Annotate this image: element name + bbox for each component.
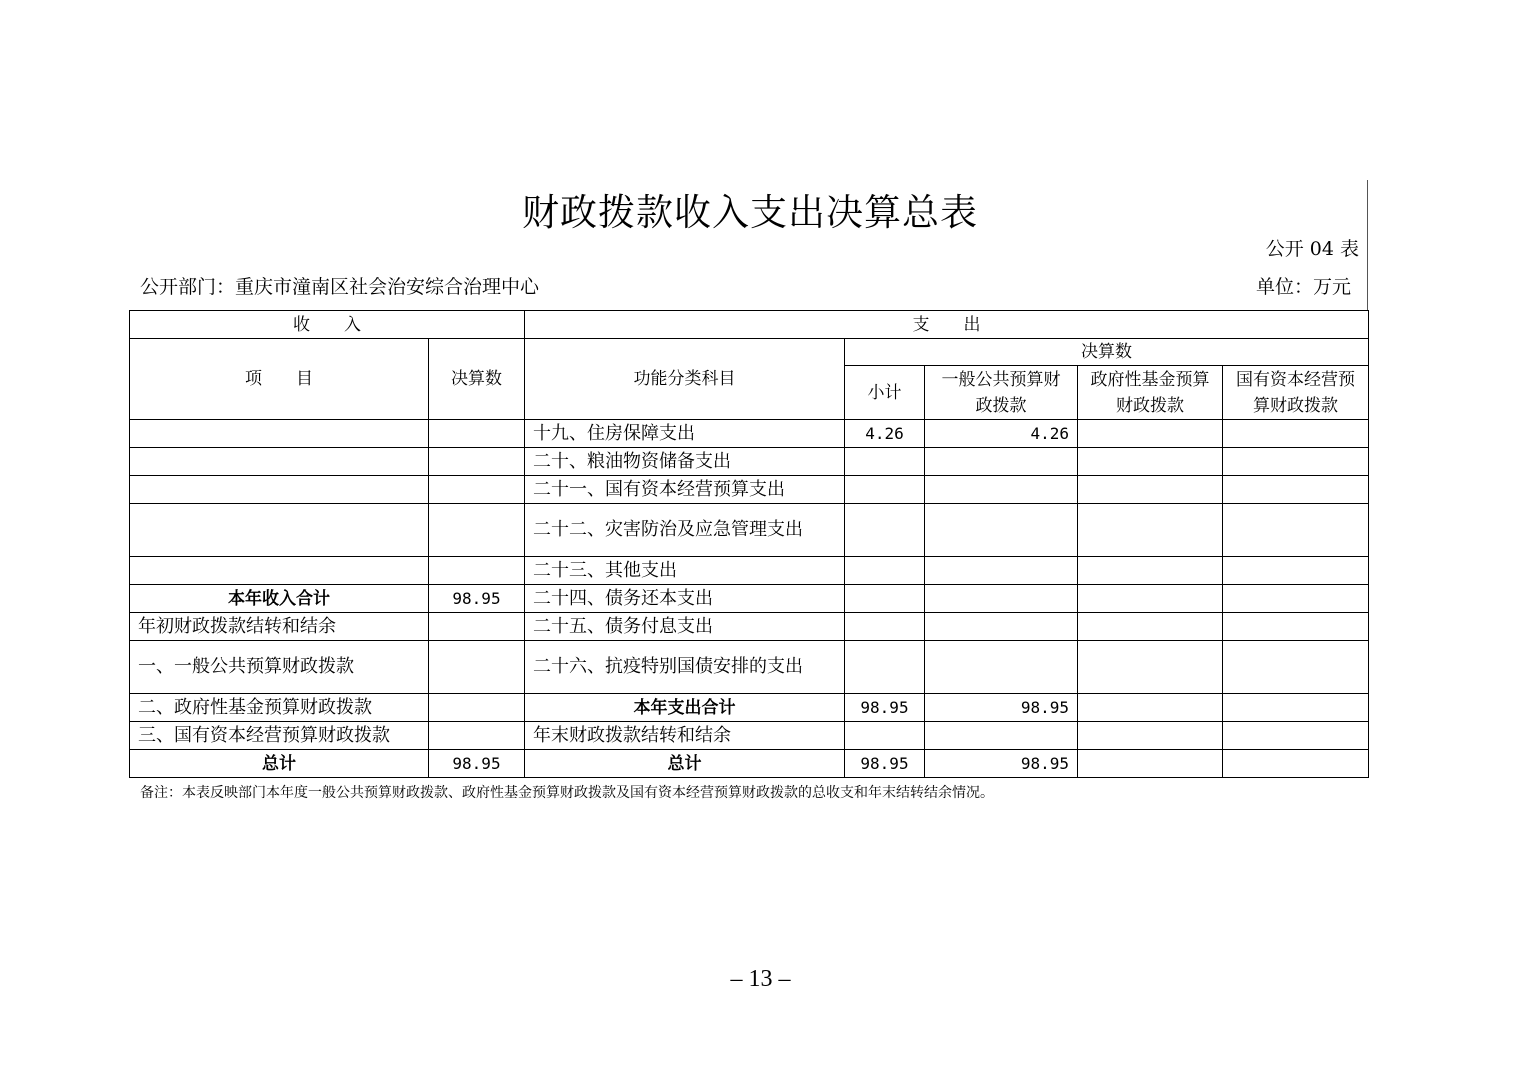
state-cell	[1223, 476, 1369, 504]
subtotal-header: 小计	[845, 366, 925, 420]
general-cell	[925, 722, 1078, 750]
fund-cell	[1078, 448, 1223, 476]
fund-cell	[1078, 613, 1223, 641]
subtotal-cell	[845, 557, 925, 585]
item-cell: 总计	[130, 750, 429, 778]
state-cell	[1223, 613, 1369, 641]
fund-budget-header: 政府性基金预算财政拨款	[1078, 366, 1223, 420]
item-cell	[130, 420, 429, 448]
amount-cell	[429, 448, 525, 476]
subtotal-cell: 4.26	[845, 420, 925, 448]
subtotal-cell	[845, 585, 925, 613]
table-row	[130, 641, 1369, 694]
subject-cell: 十九、住房保障支出	[525, 420, 845, 448]
general-cell	[925, 557, 1078, 585]
state-cell	[1223, 420, 1369, 448]
form-number: 公开 04 表	[1265, 238, 1359, 260]
item-cell	[130, 557, 429, 585]
amount-cell	[429, 641, 525, 694]
subtotal-cell	[845, 504, 925, 557]
general-cell	[925, 641, 1078, 694]
general-cell: 98.95	[925, 750, 1078, 778]
func-subject-header: 功能分类科目	[525, 339, 845, 420]
expense-header: 支 出	[525, 311, 1369, 339]
general-cell	[925, 504, 1078, 557]
subtotal-cell	[845, 722, 925, 750]
fund-cell	[1078, 694, 1223, 722]
item-cell: 本年收入合计	[130, 585, 429, 613]
state-cell	[1223, 557, 1369, 585]
subject-cell: 二十二、灾害防治及应急管理支出	[525, 504, 845, 557]
general-budget-header: 一般公共预算财政拨款	[925, 366, 1078, 420]
subject-cell: 二十六、抗疫特别国债安排的支出	[525, 641, 845, 694]
general-cell	[925, 476, 1078, 504]
fund-cell	[1078, 557, 1223, 585]
fund-cell	[1078, 585, 1223, 613]
state-cell	[1223, 448, 1369, 476]
subtotal-cell	[845, 448, 925, 476]
table-row	[130, 750, 1369, 778]
subtotal-cell: 98.95	[845, 750, 925, 778]
subtotal-cell: 98.95	[845, 694, 925, 722]
amount-cell: 98.95	[429, 585, 525, 613]
amount-cell	[429, 613, 525, 641]
table-row	[130, 557, 1369, 585]
amount-cell	[429, 694, 525, 722]
item-cell	[130, 448, 429, 476]
table-row	[130, 420, 1369, 448]
general-cell	[925, 613, 1078, 641]
page-number: – 13 –	[730, 966, 791, 992]
item-cell	[130, 504, 429, 557]
table-row	[130, 585, 1369, 613]
table-note: 备注：本表反映部门本年度一般公共预算财政拨款、政府性基金预算财政拨款及国有资本经营预算财政拨款的总收支和年末结转结余情况。	[140, 785, 994, 801]
table-row	[130, 613, 1369, 641]
page-title: 财政拨款收入支出决算总表	[522, 191, 978, 234]
budget-table	[129, 310, 1369, 778]
table-row	[130, 722, 1369, 750]
general-cell: 98.95	[925, 694, 1078, 722]
general-cell: 4.26	[925, 420, 1078, 448]
item-cell: 一、一般公共预算财政拨款	[130, 641, 429, 694]
subject-cell: 二十一、国有资本经营预算支出	[525, 476, 845, 504]
fund-cell	[1078, 420, 1223, 448]
subject-cell: 二十五、债务付息支出	[525, 613, 845, 641]
amount-cell	[429, 420, 525, 448]
final-amount-header: 决算数	[845, 339, 1369, 366]
subject-cell: 二十、粮油物资储备支出	[525, 448, 845, 476]
state-cell	[1223, 585, 1369, 613]
table-row	[130, 694, 1369, 722]
fund-cell	[1078, 722, 1223, 750]
state-cell	[1223, 722, 1369, 750]
state-cell	[1223, 694, 1369, 722]
amount-cell: 98.95	[429, 750, 525, 778]
amount-header: 决算数	[429, 339, 525, 420]
amount-cell	[429, 476, 525, 504]
item-cell: 二、政府性基金预算财政拨款	[130, 694, 429, 722]
table-row	[130, 504, 1369, 557]
unit-label: 单位：万元	[1255, 276, 1351, 298]
item-header: 项 目	[130, 339, 429, 420]
item-cell: 三、国有资本经营预算财政拨款	[130, 722, 429, 750]
subject-cell: 二十三、其他支出	[525, 557, 845, 585]
department-label: 公开部门：重庆市潼南区社会治安综合治理中心	[140, 276, 540, 298]
amount-cell	[429, 722, 525, 750]
income-header: 收 入	[130, 311, 525, 339]
amount-cell	[429, 557, 525, 585]
state-cell	[1223, 504, 1369, 557]
item-cell	[130, 476, 429, 504]
subject-cell: 本年支出合计	[525, 694, 845, 722]
general-cell	[925, 448, 1078, 476]
fund-cell	[1078, 476, 1223, 504]
table-row	[130, 448, 1369, 476]
fund-cell	[1078, 750, 1223, 778]
general-cell	[925, 585, 1078, 613]
subject-cell: 总计	[525, 750, 845, 778]
subject-cell: 年末财政拨款结转和结余	[525, 722, 845, 750]
state-capital-header: 国有资本经营预算财政拨款	[1223, 366, 1369, 420]
fund-cell	[1078, 641, 1223, 694]
amount-cell	[429, 504, 525, 557]
subtotal-cell	[845, 476, 925, 504]
item-cell: 年初财政拨款结转和结余	[130, 613, 429, 641]
table-row	[130, 476, 1369, 504]
subject-cell: 二十四、债务还本支出	[525, 585, 845, 613]
fund-cell	[1078, 504, 1223, 557]
state-cell	[1223, 750, 1369, 778]
subtotal-cell	[845, 613, 925, 641]
state-cell	[1223, 641, 1369, 694]
subtotal-cell	[845, 641, 925, 694]
